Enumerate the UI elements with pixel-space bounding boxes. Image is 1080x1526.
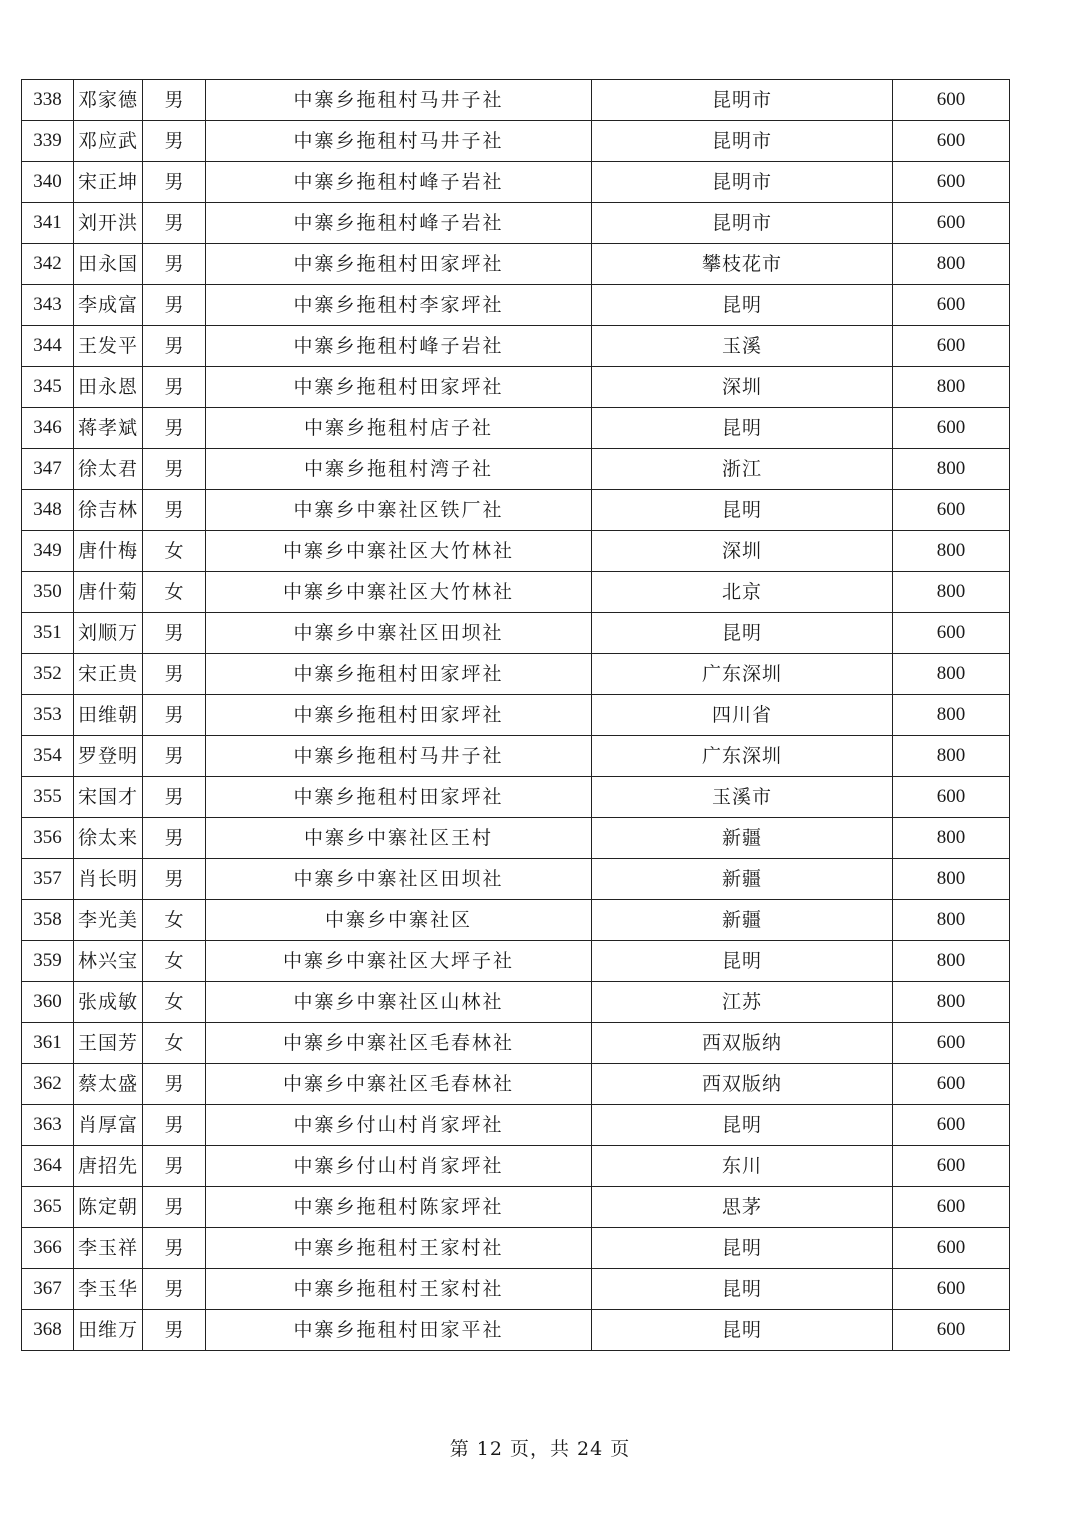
row-number-cell: 341 (22, 203, 74, 244)
gender-cell: 男 (143, 1105, 206, 1146)
table-row (22, 695, 1010, 736)
table-row (22, 490, 1010, 531)
work-destination-cell: 新疆 (592, 900, 893, 941)
subsidy-amount-cell: 800 (893, 244, 1010, 285)
subsidy-amount-cell: 800 (893, 736, 1010, 777)
home-address-cell: 中寨乡中寨社区毛春林社 (206, 1064, 592, 1105)
gender-cell: 女 (143, 941, 206, 982)
home-address-cell: 中寨乡拖租村峰子岩社 (206, 162, 592, 203)
home-address-cell: 中寨乡中寨社区毛春林社 (206, 1023, 592, 1064)
work-destination-cell: 江苏 (592, 982, 893, 1023)
home-address-cell: 中寨乡拖租村湾子社 (206, 449, 592, 490)
person-name-cell: 罗登明 (74, 736, 143, 777)
subsidy-amount-cell: 600 (893, 1310, 1010, 1351)
home-address-cell: 中寨乡中寨社区大坪子社 (206, 941, 592, 982)
row-number-cell: 363 (22, 1105, 74, 1146)
work-destination-cell: 东川 (592, 1146, 893, 1187)
row-number-cell: 348 (22, 490, 74, 531)
person-name-cell: 李成富 (74, 285, 143, 326)
home-address-cell: 中寨乡拖租村田家平社 (206, 1310, 592, 1351)
subsidy-amount-cell: 800 (893, 859, 1010, 900)
person-name-cell: 肖长明 (74, 859, 143, 900)
person-name-cell: 唐什梅 (74, 531, 143, 572)
subsidy-amount-cell: 600 (893, 285, 1010, 326)
table-row (22, 982, 1010, 1023)
subsidy-amount-cell: 800 (893, 572, 1010, 613)
table-row (22, 367, 1010, 408)
row-number-cell: 357 (22, 859, 74, 900)
work-destination-cell: 新疆 (592, 859, 893, 900)
table-row (22, 777, 1010, 818)
person-name-cell: 田维朝 (74, 695, 143, 736)
gender-cell: 男 (143, 1310, 206, 1351)
table-row (22, 1105, 1010, 1146)
gender-cell: 男 (143, 1146, 206, 1187)
work-destination-cell: 昆明 (592, 1105, 893, 1146)
home-address-cell: 中寨乡中寨社区铁厂社 (206, 490, 592, 531)
person-name-cell: 宋正坤 (74, 162, 143, 203)
table-body (22, 80, 1010, 1351)
person-name-cell: 宋正贵 (74, 654, 143, 695)
person-name-cell: 刘顺万 (74, 613, 143, 654)
work-destination-cell: 思茅 (592, 1187, 893, 1228)
home-address-cell: 中寨乡拖租村田家坪社 (206, 695, 592, 736)
row-number-cell: 344 (22, 326, 74, 367)
subsidy-amount-cell: 800 (893, 449, 1010, 490)
row-number-cell: 368 (22, 1310, 74, 1351)
work-destination-cell: 昆明市 (592, 203, 893, 244)
home-address-cell: 中寨乡中寨社区 (206, 900, 592, 941)
table-row (22, 408, 1010, 449)
home-address-cell: 中寨乡拖租村王家村社 (206, 1269, 592, 1310)
row-number-cell: 360 (22, 982, 74, 1023)
home-address-cell: 中寨乡拖租村马井子社 (206, 121, 592, 162)
person-name-cell: 蒋孝斌 (74, 408, 143, 449)
table-row (22, 572, 1010, 613)
work-destination-cell: 深圳 (592, 531, 893, 572)
person-name-cell: 唐什菊 (74, 572, 143, 613)
home-address-cell: 中寨乡拖租村店子社 (206, 408, 592, 449)
gender-cell: 男 (143, 613, 206, 654)
subsidy-amount-cell: 600 (893, 1023, 1010, 1064)
row-number-cell: 353 (22, 695, 74, 736)
person-name-cell: 李玉华 (74, 1269, 143, 1310)
work-destination-cell: 昆明 (592, 941, 893, 982)
work-destination-cell: 四川省 (592, 695, 893, 736)
table-row (22, 859, 1010, 900)
row-number-cell: 356 (22, 818, 74, 859)
row-number-cell: 354 (22, 736, 74, 777)
row-number-cell: 352 (22, 654, 74, 695)
home-address-cell: 中寨乡拖租村王家村社 (206, 1228, 592, 1269)
table-row (22, 1023, 1010, 1064)
row-number-cell: 339 (22, 121, 74, 162)
table-row (22, 203, 1010, 244)
table-row (22, 531, 1010, 572)
work-destination-cell: 昆明 (592, 408, 893, 449)
person-name-cell: 邓应武 (74, 121, 143, 162)
subsidy-amount-cell: 600 (893, 1187, 1010, 1228)
home-address-cell: 中寨乡拖租村田家坪社 (206, 367, 592, 408)
table-row (22, 80, 1010, 121)
person-name-cell: 唐招先 (74, 1146, 143, 1187)
work-destination-cell: 昆明市 (592, 162, 893, 203)
subsidy-amount-cell: 600 (893, 203, 1010, 244)
gender-cell: 男 (143, 695, 206, 736)
home-address-cell: 中寨乡拖租村田家坪社 (206, 244, 592, 285)
gender-cell: 男 (143, 285, 206, 326)
person-name-cell: 陈定朝 (74, 1187, 143, 1228)
work-destination-cell: 攀枝花市 (592, 244, 893, 285)
home-address-cell: 中寨乡拖租村峰子岩社 (206, 203, 592, 244)
gender-cell: 男 (143, 326, 206, 367)
subsidy-amount-cell: 800 (893, 531, 1010, 572)
row-number-cell: 347 (22, 449, 74, 490)
home-address-cell: 中寨乡拖租村峰子岩社 (206, 326, 592, 367)
person-name-cell: 李光美 (74, 900, 143, 941)
row-number-cell: 349 (22, 531, 74, 572)
home-address-cell: 中寨乡拖租村田家坪社 (206, 777, 592, 818)
person-name-cell: 王发平 (74, 326, 143, 367)
work-destination-cell: 昆明 (592, 1228, 893, 1269)
work-destination-cell: 西双版纳 (592, 1023, 893, 1064)
subsidy-amount-cell: 600 (893, 408, 1010, 449)
work-destination-cell: 浙江 (592, 449, 893, 490)
person-name-cell: 田维万 (74, 1310, 143, 1351)
work-destination-cell: 玉溪市 (592, 777, 893, 818)
row-number-cell: 359 (22, 941, 74, 982)
row-number-cell: 355 (22, 777, 74, 818)
subsidy-amount-cell: 600 (893, 326, 1010, 367)
home-address-cell: 中寨乡中寨社区大竹林社 (206, 572, 592, 613)
subsidy-amount-cell: 600 (893, 1146, 1010, 1187)
gender-cell: 男 (143, 490, 206, 531)
table-row (22, 900, 1010, 941)
home-address-cell: 中寨乡中寨社区山林社 (206, 982, 592, 1023)
table-row (22, 1269, 1010, 1310)
work-destination-cell: 广东深圳 (592, 736, 893, 777)
table-row (22, 654, 1010, 695)
table-row (22, 326, 1010, 367)
work-destination-cell: 昆明 (592, 285, 893, 326)
work-destination-cell: 昆明 (592, 613, 893, 654)
gender-cell: 男 (143, 162, 206, 203)
gender-cell: 男 (143, 203, 206, 244)
table-row (22, 244, 1010, 285)
home-address-cell: 中寨乡拖租村田家坪社 (206, 654, 592, 695)
person-name-cell: 宋国才 (74, 777, 143, 818)
table-row (22, 121, 1010, 162)
home-address-cell: 中寨乡付山村肖家坪社 (206, 1146, 592, 1187)
work-destination-cell: 西双版纳 (592, 1064, 893, 1105)
gender-cell: 男 (143, 1228, 206, 1269)
table-row (22, 285, 1010, 326)
gender-cell: 男 (143, 818, 206, 859)
subsidy-amount-cell: 600 (893, 80, 1010, 121)
work-destination-cell: 昆明 (592, 1269, 893, 1310)
person-name-cell: 张成敏 (74, 982, 143, 1023)
table-row (22, 941, 1010, 982)
row-number-cell: 358 (22, 900, 74, 941)
subsidy-amount-cell: 800 (893, 900, 1010, 941)
work-destination-cell: 广东深圳 (592, 654, 893, 695)
row-number-cell: 350 (22, 572, 74, 613)
subsidy-amount-cell: 800 (893, 818, 1010, 859)
subsidy-amount-cell: 600 (893, 1064, 1010, 1105)
work-destination-cell: 新疆 (592, 818, 893, 859)
table-row (22, 736, 1010, 777)
subsidy-amount-cell: 600 (893, 613, 1010, 654)
work-destination-cell: 昆明 (592, 1310, 893, 1351)
home-address-cell: 中寨乡付山村肖家坪社 (206, 1105, 592, 1146)
table-row (22, 818, 1010, 859)
row-number-cell: 367 (22, 1269, 74, 1310)
gender-cell: 男 (143, 367, 206, 408)
home-address-cell: 中寨乡中寨社区王村 (206, 818, 592, 859)
subsidy-amount-cell: 800 (893, 982, 1010, 1023)
gender-cell: 男 (143, 736, 206, 777)
subsidy-amount-cell: 600 (893, 162, 1010, 203)
gender-cell: 男 (143, 244, 206, 285)
subsidy-amount-cell: 800 (893, 941, 1010, 982)
row-number-cell: 345 (22, 367, 74, 408)
gender-cell: 男 (143, 777, 206, 818)
table-row (22, 613, 1010, 654)
person-name-cell: 蔡太盛 (74, 1064, 143, 1105)
gender-cell: 男 (143, 1064, 206, 1105)
row-number-cell: 364 (22, 1146, 74, 1187)
page-footer: 第 12 页，共 24 页 (449, 1438, 631, 1460)
subsidy-amount-cell: 800 (893, 695, 1010, 736)
work-destination-cell: 昆明市 (592, 121, 893, 162)
work-destination-cell: 北京 (592, 572, 893, 613)
row-number-cell: 340 (22, 162, 74, 203)
subsidy-amount-cell: 800 (893, 654, 1010, 695)
subsidy-amount-cell: 600 (893, 1269, 1010, 1310)
person-name-cell: 徐吉林 (74, 490, 143, 531)
person-name-cell: 徐太君 (74, 449, 143, 490)
table-row (22, 1310, 1010, 1351)
subsidy-table (21, 79, 1010, 1351)
subsidy-amount-cell: 600 (893, 777, 1010, 818)
person-name-cell: 邓家德 (74, 80, 143, 121)
table-row (22, 449, 1010, 490)
table-row (22, 1228, 1010, 1269)
row-number-cell: 346 (22, 408, 74, 449)
gender-cell: 女 (143, 900, 206, 941)
work-destination-cell: 深圳 (592, 367, 893, 408)
table-row (22, 1064, 1010, 1105)
gender-cell: 男 (143, 449, 206, 490)
home-address-cell: 中寨乡中寨社区田坝社 (206, 613, 592, 654)
person-name-cell: 林兴宝 (74, 941, 143, 982)
person-name-cell: 王国芳 (74, 1023, 143, 1064)
table-row (22, 162, 1010, 203)
subsidy-amount-cell: 600 (893, 1228, 1010, 1269)
person-name-cell: 刘开洪 (74, 203, 143, 244)
home-address-cell: 中寨乡中寨社区田坝社 (206, 859, 592, 900)
gender-cell: 女 (143, 982, 206, 1023)
subsidy-amount-cell: 800 (893, 367, 1010, 408)
work-destination-cell: 玉溪 (592, 326, 893, 367)
gender-cell: 男 (143, 1187, 206, 1228)
work-destination-cell: 昆明 (592, 490, 893, 531)
subsidy-amount-cell: 600 (893, 1105, 1010, 1146)
gender-cell: 女 (143, 531, 206, 572)
person-name-cell: 田永恩 (74, 367, 143, 408)
row-number-cell: 338 (22, 80, 74, 121)
subsidy-amount-cell: 600 (893, 490, 1010, 531)
home-address-cell: 中寨乡拖租村李家坪社 (206, 285, 592, 326)
row-number-cell: 366 (22, 1228, 74, 1269)
gender-cell: 男 (143, 408, 206, 449)
row-number-cell: 362 (22, 1064, 74, 1105)
home-address-cell: 中寨乡拖租村马井子社 (206, 80, 592, 121)
work-destination-cell: 昆明市 (592, 80, 893, 121)
table-row (22, 1187, 1010, 1228)
person-name-cell: 徐太来 (74, 818, 143, 859)
person-name-cell: 田永国 (74, 244, 143, 285)
row-number-cell: 361 (22, 1023, 74, 1064)
home-address-cell: 中寨乡拖租村陈家坪社 (206, 1187, 592, 1228)
gender-cell: 女 (143, 1023, 206, 1064)
person-name-cell: 李玉祥 (74, 1228, 143, 1269)
gender-cell: 男 (143, 654, 206, 695)
gender-cell: 男 (143, 859, 206, 900)
gender-cell: 男 (143, 121, 206, 162)
row-number-cell: 343 (22, 285, 74, 326)
table-row (22, 1146, 1010, 1187)
row-number-cell: 351 (22, 613, 74, 654)
gender-cell: 男 (143, 1269, 206, 1310)
home-address-cell: 中寨乡中寨社区大竹林社 (206, 531, 592, 572)
subsidy-amount-cell: 600 (893, 121, 1010, 162)
row-number-cell: 365 (22, 1187, 74, 1228)
row-number-cell: 342 (22, 244, 74, 285)
gender-cell: 男 (143, 80, 206, 121)
person-name-cell: 肖厚富 (74, 1105, 143, 1146)
gender-cell: 女 (143, 572, 206, 613)
home-address-cell: 中寨乡拖租村马井子社 (206, 736, 592, 777)
